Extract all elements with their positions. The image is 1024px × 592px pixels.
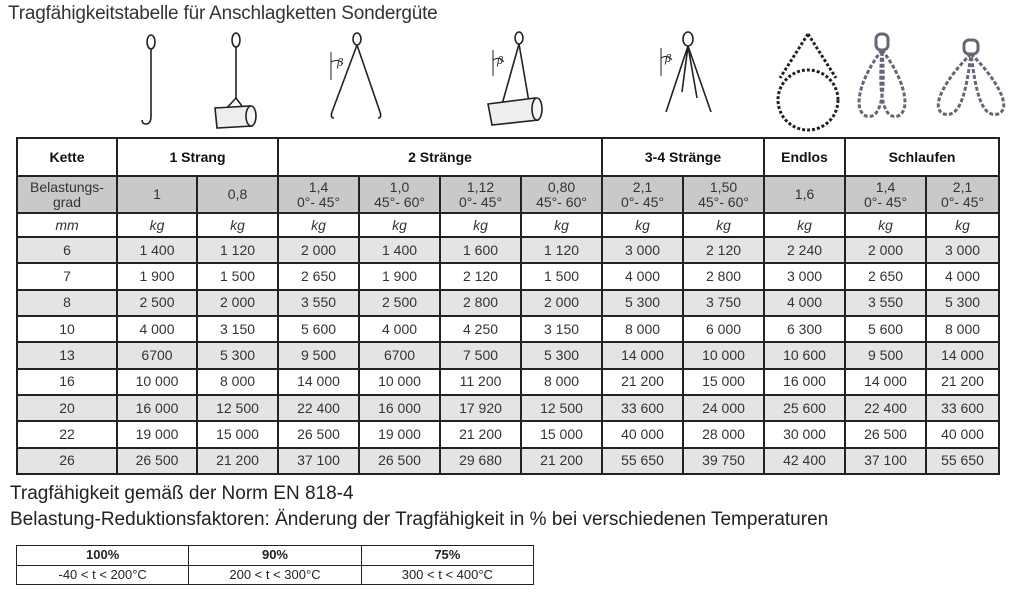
load-factor-value: 1,50 xyxy=(709,178,738,195)
capacity-cell: 6 000 xyxy=(683,316,764,342)
capacity-cell: 21 200 xyxy=(440,421,521,447)
sling-illustrations xyxy=(0,28,1024,136)
capacity-cell: 5 300 xyxy=(602,290,683,316)
temperature-range-row xyxy=(17,565,534,585)
capacity-cell: 55 650 xyxy=(602,448,683,474)
load-factor-value: 1,0 xyxy=(389,178,410,195)
table-row xyxy=(17,369,999,395)
capacity-cell: 2 650 xyxy=(845,263,926,289)
capacity-cell: 11 200 xyxy=(440,369,521,395)
unit-cell: kg xyxy=(521,213,602,237)
angle-range: 45°- 60° xyxy=(698,193,749,210)
capacity-cell: 10 000 xyxy=(359,369,440,395)
capacity-cell: 1 600 xyxy=(440,237,521,263)
capacity-cell: 19 000 xyxy=(117,421,197,447)
load-factor-value: 1 xyxy=(153,186,161,203)
chain-size-cell: 26 xyxy=(17,448,117,474)
svg-text:β: β xyxy=(497,53,503,67)
capacity-cell: 5 600 xyxy=(278,316,359,342)
header-2-straenge: 2 Stränge xyxy=(278,138,602,176)
angle-range: 45°- 60° xyxy=(536,193,587,210)
capacity-table-body xyxy=(17,138,999,474)
capacity-cell: 4 000 xyxy=(359,316,440,342)
capacity-cell: 1 400 xyxy=(359,237,440,263)
capacity-cell: 28 000 xyxy=(683,421,764,447)
capacity-cell: 6 300 xyxy=(764,316,845,342)
capacity-cell: 37 100 xyxy=(278,448,359,474)
svg-text:β: β xyxy=(665,51,671,65)
capacity-cell: 1 500 xyxy=(521,263,602,289)
capacity-cell: 12 500 xyxy=(197,395,278,421)
angle-range: 45°- 60° xyxy=(374,193,425,210)
capacity-cell: 3 150 xyxy=(197,316,278,342)
capacity-cell: 4 000 xyxy=(117,316,197,342)
capacity-cell: 17 920 xyxy=(440,395,521,421)
capacity-cell: 3 150 xyxy=(521,316,602,342)
capacity-cell: 30 000 xyxy=(764,421,845,447)
capacity-cell: 14 000 xyxy=(845,369,926,395)
angle-range: 0°- 45° xyxy=(296,193,341,210)
chain-size-cell: 20 xyxy=(17,395,117,421)
capacity-cell: 24 000 xyxy=(683,395,764,421)
belastungsgrad-row xyxy=(17,176,999,212)
capacity-cell: 8 000 xyxy=(521,369,602,395)
capacity-cell: 1 500 xyxy=(197,263,278,289)
capacity-cell: 3 000 xyxy=(602,237,683,263)
capacity-cell: 10 000 xyxy=(683,342,764,368)
load-factor-cell xyxy=(602,176,683,212)
capacity-cell: 1 400 xyxy=(117,237,197,263)
capacity-cell: 15 000 xyxy=(521,421,602,447)
belastungsgrad-label xyxy=(17,176,117,212)
capacity-cell: 6700 xyxy=(359,342,440,368)
table-row xyxy=(17,290,999,316)
table-row xyxy=(17,448,999,474)
units-row xyxy=(17,213,999,237)
capacity-cell: 8 000 xyxy=(197,369,278,395)
temp-range: 300 < t < 400°C xyxy=(361,565,533,585)
capacity-cell: 4 250 xyxy=(440,316,521,342)
table-row xyxy=(17,237,999,263)
capacity-cell: 3 000 xyxy=(764,263,845,289)
capacity-cell: 9 500 xyxy=(845,342,926,368)
capacity-cell: 55 650 xyxy=(926,448,999,474)
chain-size-cell: 22 xyxy=(17,421,117,447)
load-factor-cell xyxy=(926,176,999,212)
chain-size-cell: 6 xyxy=(17,237,117,263)
single-leg-sling-icon xyxy=(142,35,155,124)
capacity-cell: 3 750 xyxy=(683,290,764,316)
capacity-cell: 2 800 xyxy=(440,290,521,316)
capacity-cell: 2 800 xyxy=(683,263,764,289)
load-factor-cell xyxy=(440,176,521,212)
capacity-cell: 16 000 xyxy=(117,395,197,421)
capacity-cell: 21 200 xyxy=(197,448,278,474)
endless-sling-icon xyxy=(778,34,838,130)
page-title: Tragfähigkeitstabelle für Anschlagketten Sondergüte xyxy=(8,3,438,24)
beta-label: β xyxy=(337,55,343,69)
capacity-cell: 40 000 xyxy=(926,421,999,447)
table-row xyxy=(17,263,999,289)
four-leg-sling-icon xyxy=(661,32,711,112)
capacity-cell: 8 000 xyxy=(602,316,683,342)
capacity-cell: 12 500 xyxy=(521,395,602,421)
capacity-cell: 2 000 xyxy=(521,290,602,316)
unit-cell: kg xyxy=(602,213,683,237)
capacity-cell: 1 120 xyxy=(521,237,602,263)
unit-cell: kg xyxy=(197,213,278,237)
chain-size-cell: 10 xyxy=(17,316,117,342)
table-row xyxy=(17,395,999,421)
load-factor-cell xyxy=(117,176,197,212)
temperature-percent-row xyxy=(17,546,534,566)
capacity-cell: 5 300 xyxy=(926,290,999,316)
capacity-cell: 16 000 xyxy=(764,369,845,395)
angle-range: 0°- 45° xyxy=(940,193,985,210)
two-leg-sling-icon xyxy=(331,33,381,118)
unit-cell: kg xyxy=(845,213,926,237)
capacity-cell: 10 000 xyxy=(117,369,197,395)
capacity-cell: 21 200 xyxy=(926,369,999,395)
capacity-cell: 15 000 xyxy=(683,369,764,395)
unit-cell: kg xyxy=(278,213,359,237)
capacity-cell: 5 300 xyxy=(521,342,602,368)
capacity-cell: 26 500 xyxy=(278,421,359,447)
capacity-cell: 22 400 xyxy=(278,395,359,421)
capacity-cell: 3 550 xyxy=(845,290,926,316)
table-row xyxy=(17,421,999,447)
capacity-cell: 2 500 xyxy=(117,290,197,316)
capacity-cell: 5 600 xyxy=(845,316,926,342)
load-factor-value: 1,6 xyxy=(794,186,815,203)
capacity-cell: 14 000 xyxy=(602,342,683,368)
load-factor-cell xyxy=(764,176,845,212)
capacity-cell: 26 500 xyxy=(359,448,440,474)
capacity-cell: 2 120 xyxy=(440,263,521,289)
capacity-cell: 15 000 xyxy=(197,421,278,447)
capacity-cell: 4 000 xyxy=(764,290,845,316)
capacity-cell: 1 900 xyxy=(359,263,440,289)
load-factor-cell xyxy=(359,176,440,212)
load-factor-value: 2,1 xyxy=(952,178,973,195)
unit-cell: kg xyxy=(764,213,845,237)
norm-note: Tragfähigkeit gemäß der Norm EN 818-4 xyxy=(10,483,354,504)
capacity-cell: 2 240 xyxy=(764,237,845,263)
header-endlos: Endlos xyxy=(764,138,845,176)
chain-size-cell: 8 xyxy=(17,290,117,316)
capacity-cell: 1 120 xyxy=(197,237,278,263)
capacity-cell: 29 680 xyxy=(440,448,521,474)
capacity-cell: 42 400 xyxy=(764,448,845,474)
double-chain-loop-sling-icon xyxy=(938,40,1004,114)
capacity-cell: 21 200 xyxy=(521,448,602,474)
capacity-cell: 4 000 xyxy=(602,263,683,289)
capacity-cell: 1 900 xyxy=(117,263,197,289)
single-leg-choke-icon xyxy=(215,33,256,128)
load-factor-cell xyxy=(683,176,764,212)
header-schlaufen: Schlaufen xyxy=(845,138,999,176)
capacity-cell: 25 600 xyxy=(764,395,845,421)
capacity-cell: 14 000 xyxy=(926,342,999,368)
belastungsgrad-label-line: grad xyxy=(52,193,82,210)
load-factor-cell xyxy=(845,176,926,212)
capacity-cell: 2 650 xyxy=(278,263,359,289)
capacity-cell: 2 000 xyxy=(845,237,926,263)
load-factor-value: 1,4 xyxy=(875,178,896,195)
chain-loop-sling-icon xyxy=(859,34,905,116)
capacity-cell: 8 000 xyxy=(926,316,999,342)
capacity-cell: 3 550 xyxy=(278,290,359,316)
unit-cell: kg xyxy=(926,213,999,237)
table-row xyxy=(17,342,999,368)
capacity-cell: 2 000 xyxy=(278,237,359,263)
capacity-cell: 2 120 xyxy=(683,237,764,263)
capacity-cell: 33 600 xyxy=(926,395,999,421)
angle-range: 0°- 45° xyxy=(620,193,665,210)
unit-cell: mm xyxy=(17,213,117,237)
unit-cell: kg xyxy=(683,213,764,237)
load-factor-value: 0,80 xyxy=(547,178,576,195)
load-factor-cell xyxy=(278,176,359,212)
capacity-cell: 19 000 xyxy=(359,421,440,447)
load-factor-value: 0,8 xyxy=(227,186,248,203)
capacity-cell: 14 000 xyxy=(278,369,359,395)
temp-percent: 75% xyxy=(361,546,533,566)
header-3-4-straenge: 3-4 Stränge xyxy=(602,138,764,176)
unit-cell: kg xyxy=(117,213,197,237)
header-1-strang: 1 Strang xyxy=(117,138,278,176)
capacity-cell: 2 500 xyxy=(359,290,440,316)
reduction-factors-note: Belastung-Reduktionsfaktoren: Änderung der Tragfähigkeit in % bei verschiedenen Temperaturen xyxy=(10,509,829,530)
temp-range: 200 < t < 300°C xyxy=(189,565,361,585)
temp-percent: 90% xyxy=(189,546,361,566)
load-factor-cell xyxy=(521,176,602,212)
belastungsgrad-label-line: Belastungs- xyxy=(30,178,104,195)
capacity-cell: 16 000 xyxy=(359,395,440,421)
load-factor-cell xyxy=(197,176,278,212)
two-leg-cylinder-sling-icon xyxy=(488,32,542,125)
angle-range: 0°- 45° xyxy=(458,193,503,210)
capacity-cell: 22 400 xyxy=(845,395,926,421)
load-factor-value: 2,1 xyxy=(632,178,653,195)
load-factor-value: 1,4 xyxy=(308,178,329,195)
temp-percent: 100% xyxy=(17,546,189,566)
chain-size-cell: 13 xyxy=(17,342,117,368)
capacity-cell: 40 000 xyxy=(602,421,683,447)
capacity-cell: 37 100 xyxy=(845,448,926,474)
load-factor-value: 1,12 xyxy=(466,178,495,195)
capacity-cell: 5 300 xyxy=(197,342,278,368)
angle-range: 0°- 45° xyxy=(863,193,908,210)
capacity-table xyxy=(16,137,1000,475)
capacity-cell: 4 000 xyxy=(926,263,999,289)
capacity-cell: 21 200 xyxy=(602,369,683,395)
temperature-table xyxy=(16,545,534,585)
unit-cell: kg xyxy=(359,213,440,237)
capacity-cell: 26 500 xyxy=(845,421,926,447)
capacity-cell: 7 500 xyxy=(440,342,521,368)
header-kette: Kette xyxy=(17,138,117,176)
unit-cell: kg xyxy=(440,213,521,237)
chain-size-cell: 16 xyxy=(17,369,117,395)
capacity-cell: 33 600 xyxy=(602,395,683,421)
capacity-cell: 26 500 xyxy=(117,448,197,474)
capacity-cell: 39 750 xyxy=(683,448,764,474)
chain-size-cell: 7 xyxy=(17,263,117,289)
capacity-cell: 2 000 xyxy=(197,290,278,316)
table-row xyxy=(17,316,999,342)
capacity-cell: 3 000 xyxy=(926,237,999,263)
capacity-cell: 6700 xyxy=(117,342,197,368)
temp-range: -40 < t < 200°C xyxy=(17,565,189,585)
capacity-cell: 9 500 xyxy=(278,342,359,368)
capacity-cell: 10 600 xyxy=(764,342,845,368)
